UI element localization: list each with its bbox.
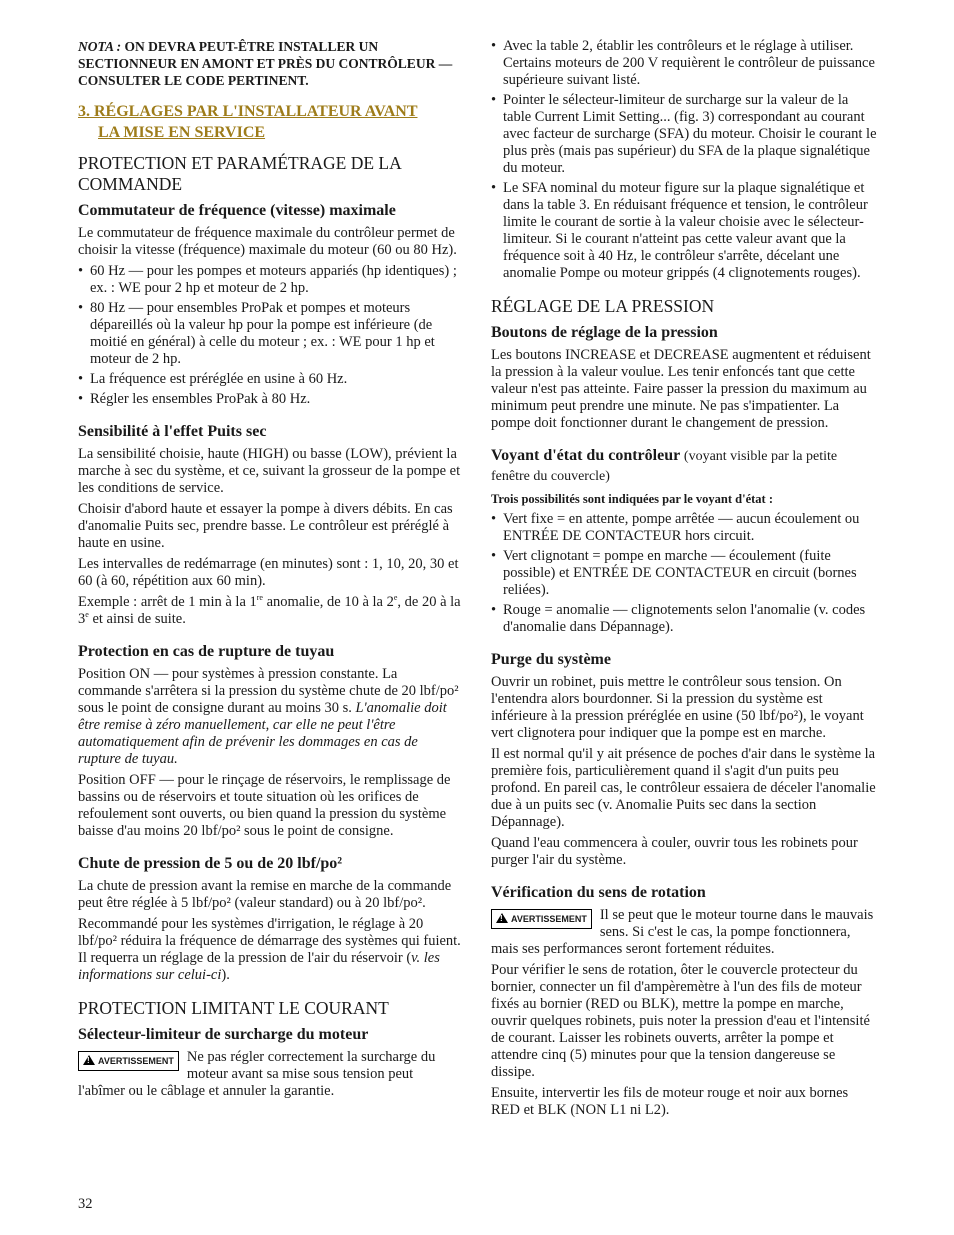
ordinal-sup: e — [85, 610, 89, 620]
drop-italic: v. les informations sur celui-ci — [78, 950, 440, 983]
section-3-line2: LA MISE EN SERVICE — [98, 124, 266, 141]
warning-badge — [491, 909, 592, 929]
note-label: NOTA : — [78, 39, 122, 54]
section-3-line1: 3. RÉGLAGES PAR L'INSTALLATEUR AVANT — [78, 103, 418, 120]
purge-p2: Il est normal qu'il y ait présence de poches d'air dans le système la première fois, particulièrement quand il s'agit d'un puits peu profond. En pareil cas, le contrôleur essaiera de déceler l'anomalie due à un puits sec (v. Anomalie Puits sec dans la section Dépannage). — [491, 746, 876, 830]
installation-note — [78, 38, 462, 89]
pressure-drop-heading: Chute de pression de 5 ou de 20 lbf/po² — [78, 855, 343, 872]
pipe-on-text: Position ON — pour systèmes à pression constante. La commande s'arrêtera si la pression du système chute de 20 lbf/po² sous le point de consigne durant au moins 30 s. — [78, 666, 459, 716]
rotation-warning — [491, 907, 879, 958]
pressure-drop-p2 — [78, 916, 462, 984]
pipe-break-p1 — [78, 666, 462, 768]
pressure-buttons-heading: Boutons de réglage de la pression — [491, 324, 718, 341]
left-column — [78, 38, 462, 1104]
right-column — [491, 38, 879, 1123]
list-item: • Vert clignotant = pompe en marche — écoulement (fuite possible) et ENTRÉE DE CONTACTEUR en circuit (bornes reliées). — [491, 548, 879, 599]
drop-text: ). — [221, 967, 230, 983]
frequency-intro: Le commutateur de fréquence maximale du contrôleur permet de choisir la vitesse (fréquence) maximale du moteur (60 ou 80 Hz). — [78, 225, 457, 258]
dry-well-example — [78, 594, 462, 628]
status-led-sub: (voyant visible par la petite fenêtre du couvercle) — [491, 449, 838, 484]
list-item: • Rouge = anomalie — clignotements selon l'anomalie (v. codes d'anomalie dans Dépannage). — [491, 602, 879, 636]
pipe-on-italic: L'anomalie doit être remise à zéro manuellement, car elle ne peut l'être automatiquement afin de prévenir les dommages en cas de rupture de tuyau. — [78, 700, 447, 767]
rotation-heading: Vérification du sens de rotation — [491, 884, 706, 901]
current-list — [491, 38, 879, 282]
list-item: • Le SFA nominal du moteur figure sur la plaque signalétique et dans la table 3. En réduisant fréquence et tension, le contrôleur limite le courant de sortie à la valeur choisie avec le sélecteur-limiteur. Si le courant n'atteint pas cette valeur avant que la fréquence soit à 40 Hz, le contrôleur s'arrête, décelant une anomalie Pompe ou moteur grippés (4 clignotements rouges). — [491, 180, 879, 282]
rotation-p3: Ensuite, intervertir les fils de moteur rouge et noir aux bornes RED et BLK (NON L1 ni L2). — [491, 1085, 849, 1118]
status-led-heading — [491, 446, 879, 486]
list-item: • Avec la table 2, établir les contrôleurs et le réglage à utiliser. Certains moteurs de 200 V requièrent le contrôleur de puissance supérieure suivant listé. — [491, 38, 879, 89]
section-3-heading — [78, 101, 462, 143]
dry-well-p2: Choisir d'abord haute et essayer la pompe à divers débits. En cas d'anomalie Puits sec, prendre basse. Le contrôleur est préréglé à haute en usine. — [78, 501, 453, 551]
rotation-p1: Il se peut que le moteur tourne dans le mauvais sens. Si c'est le cas, la pompe fonctionnera, mais ses performances seront fortement réduites. — [491, 907, 874, 957]
status-led-intro: Trois possibilités sont indiquées par le voyant d'état : — [491, 492, 773, 506]
purge-p3: Quand l'eau commencera à couler, ouvrir tous les robinets pour purger l'air du système. — [491, 835, 858, 868]
list-item: • La fréquence est préréglée en usine à 60 Hz. — [78, 371, 462, 388]
pressure-drop-p1: La chute de pression avant la remise en marche de la commande peut être réglée à 5 lbf/po² (valeur standard) ou à 20 lbf/po². — [78, 878, 452, 911]
list-item: • Vert fixe = en attente, pompe arrêtée — aucun écoulement ou ENTRÉE DE CONTACTEUR hors circuit. — [491, 511, 879, 545]
rotation-p2: Pour vérifier le sens de rotation, ôter le couvercle protecteur du bornier, connecter un fil d'ampèremètre à l'un des fils de moteur fixés au bornier (RED ou BLK), mettre la pompe en marche, ouvrir quelques robinets, puis noter la pression d'eau et l'intensité de courant. Laisser les robinets ouverts, arrêter la pompe et attendre cinq (5) minutes pour que la tension dangereuse se dissipe. — [491, 962, 870, 1080]
page-number: 32 — [78, 1196, 93, 1212]
pipe-break-p2: Position OFF — pour le rinçage de réservoirs, le remplissage de bassins ou de réservoirs et toute situation où les orifices de refoulement sont ouverts, ou bien quand la pression du système baisse d'au moins 20 lbf/po² sous le point de consigne. — [78, 772, 451, 839]
purge-heading: Purge du système — [491, 651, 611, 668]
warning-label: AVERTISSEMENT — [511, 914, 587, 924]
example-text: et ainsi de suite. — [88, 611, 186, 627]
protection-heading: PROTECTION ET PARAMÉTRAGE DE LA COMMANDE — [78, 153, 401, 194]
current-limit-heading: PROTECTION LIMITANT LE COURANT — [78, 998, 389, 1018]
pressure-buttons-text: Les boutons INCREASE et DECREASE augmentent et réduisent la pression à la valeur voulue. Les tenir enfoncés tant que cette valeur n'est pas atteinte. Faire passer la pression du maximum au minimum peut prendre une minute. Ne pas s'impatienter. La pompe doit fonctionner durant le changement de pression. — [491, 347, 871, 431]
warning-label: AVERTISSEMENT — [98, 1056, 174, 1066]
example-text: anomalie, de 10 à la 2 — [262, 594, 394, 610]
overload-selector-heading: Sélecteur-limiteur de surcharge du moteur — [78, 1026, 369, 1043]
frequency-list — [78, 263, 462, 408]
pipe-break-heading: Protection en cas de rupture de tuyau — [78, 643, 335, 660]
list-item: • 80 Hz — pour ensembles ProPak et pompes et moteurs dépareillés où la valeur hp pour la pompe est inférieure (de moitié en général) à celle du moteur ; ex. : WE pour 1 hp et moteur de 2 hp. — [78, 300, 462, 368]
ordinal-sup: e — [393, 593, 398, 603]
dry-well-p1: La sensibilité choisie, haute (HIGH) ou basse (LOW), prévient la marche à sec du système, et ce, suivant la grosseur de la pompe et les conditions de service. — [78, 446, 461, 496]
list-item: • Régler les ensembles ProPak à 80 Hz. — [78, 391, 462, 408]
dry-well-p3: Les intervalles de redémarrage (en minutes) sont : 1, 10, 20, 30 et 60 (à 60, répétition aux 60 min). — [78, 556, 459, 589]
drop-text: Recommandé pour les systèmes d'irrigation, le réglage à 20 lbf/po² réduira la fréquence de démarrage des systèmes qui fuient. Il requerra un réglage de la pression de l'air du réservoir ( — [78, 916, 461, 966]
pressure-heading: RÉGLAGE DE LA PRESSION — [491, 296, 715, 316]
frequency-switch-heading: Commutateur de fréquence (vitesse) maximale — [78, 202, 396, 219]
overload-warning-text: Ne pas régler correctement la surcharge du moteur avant sa mise sous tension peut l'abîmer ou le câblage et annuler la garantie. — [78, 1049, 436, 1099]
example-text: Exemple : arrêt de 1 min à la 1 — [78, 594, 257, 610]
list-item: • Pointer le sélecteur-limiteur de surcharge sur la valeur de la table Current Limit Setting... (fig. 3) correspondant au courant avec facteur de surcharge (SFA) du moteur. Choisir le courant le plus près (mais pas supérieur) du SFA de la plaque signalétique du moteur. — [491, 92, 879, 177]
warning-icon — [83, 1055, 95, 1065]
status-led-list — [491, 511, 879, 636]
status-led-title: Voyant d'état du contrôleur — [491, 447, 680, 464]
overload-warning — [78, 1049, 462, 1100]
ordinal-sup: re — [256, 593, 263, 603]
list-item: • 60 Hz — pour les pompes et moteurs appariés (hp identiques) ; ex. : WE pour 2 hp et moteur de 2 hp. — [78, 263, 462, 297]
warning-badge — [78, 1051, 179, 1071]
example-text: , de 20 à la 3 — [78, 594, 461, 627]
warning-icon — [496, 913, 508, 923]
dry-well-heading: Sensibilité à l'effet Puits sec — [78, 423, 267, 440]
purge-p1: Ouvrir un robinet, puis mettre le contrôleur sous tension. On l'entendra alors bourdonner. Si la pression du système est inférieure à la pression préréglée en usine (50 lbf/po²), le voyant vert clignotera pour indiquer que la pompe est en marche. — [491, 674, 864, 741]
note-text: ON DEVRA PEUT-ÊTRE INSTALLER UN SECTIONNEUR EN AMONT ET PRÈS DU CONTRÔLEUR — CONSULTER LE CODE PERTINENT. — [78, 39, 453, 88]
